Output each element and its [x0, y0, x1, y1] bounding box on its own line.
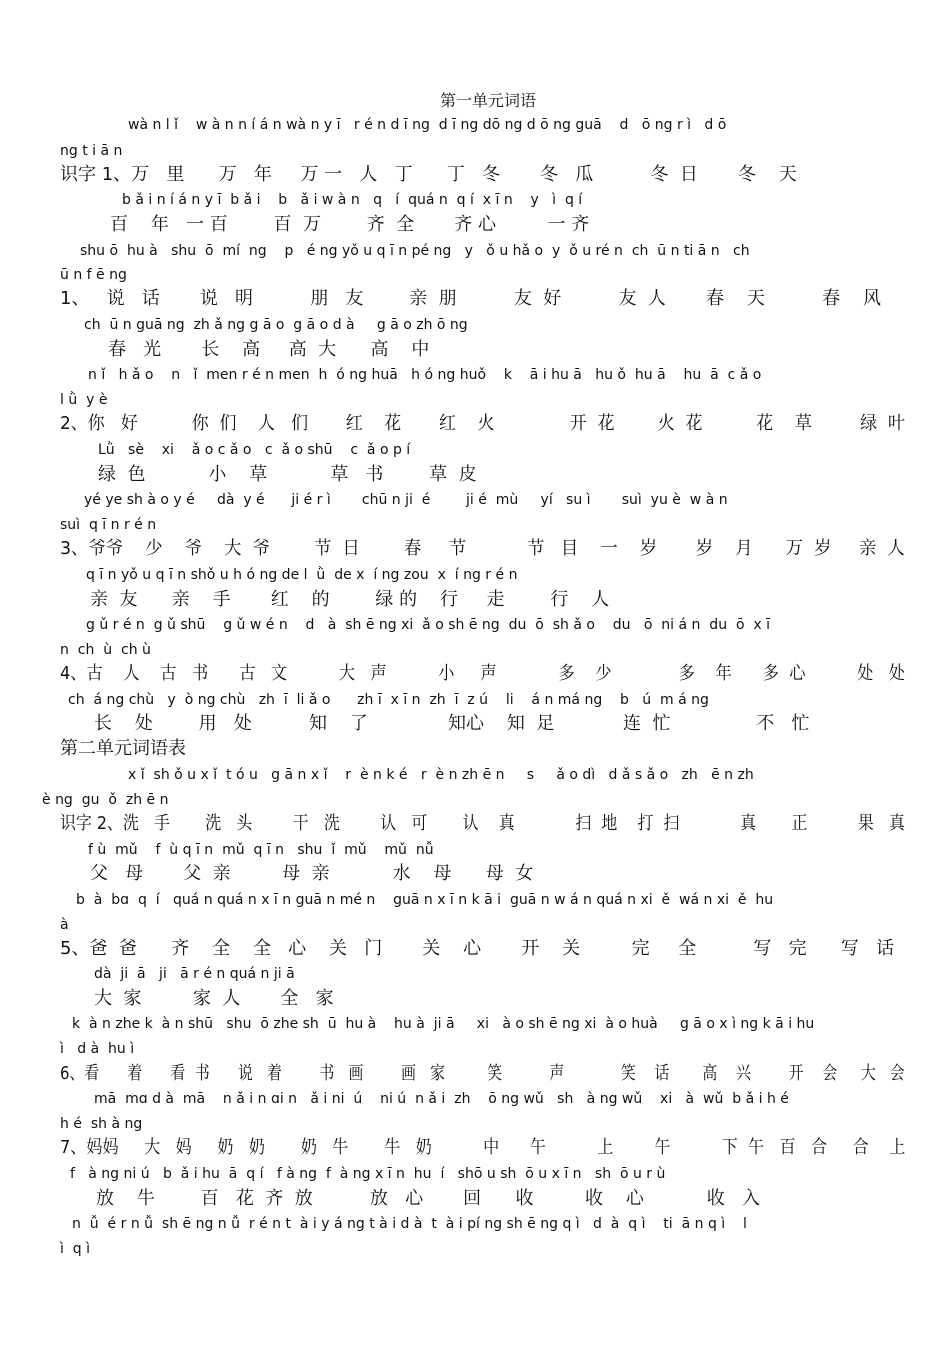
- pinyin-line: f à ng ni ú b ǎ i hu ā q í f à ng f à ng x ī n hu í shō u sh ō u x ī n sh ō u r ù: [70, 1166, 666, 1182]
- word-line: 7、妈妈 大 妈 奶 奶 奶 牛 牛 奶 中 午 上 午 下 午 百 合 合 上: [60, 1137, 906, 1158]
- pinyin-line: ch á ng chù y ò ng chù zh ī li ǎ o zh ī x ī n zh ī z ú li á n má ng b ú m á ng: [68, 692, 709, 708]
- word-line: 放 牛 百 花 齐 放 放 心 回 收 收 心 收 入: [96, 1188, 760, 1209]
- pinyin-line: n ch ù ch ù: [60, 642, 151, 658]
- pinyin-line: Lǜ sè xi ǎ o c ǎ o c ǎ o shū c ǎ o p í: [98, 442, 411, 458]
- word-line: 亲 友 亲 手 红 的 绿 的 行 走 行 人: [90, 589, 610, 610]
- pinyin-line: b à bɑ q í quá n quá n x ī n guā n mé n guā n x ī n k ā i guā n w á n quá n xi ě wá n xi ě hu: [76, 892, 774, 908]
- pinyin-line: g ǔ r é n g ǔ shū g ǔ w é n d à sh ē ng xi ǎ o sh ē ng du ō sh ǎ o du ō ni á n du ō x ī: [86, 617, 771, 633]
- pinyin-line: l ǜ y è: [60, 392, 108, 408]
- pinyin-line: x ǐ sh ǒ u x ǐ t ó u g ā n x ǐ r è n k é r è n zh ē n s ǎ o dì d ǎ s ǎ o zh ē n zh: [128, 767, 754, 783]
- pinyin-line: ng t i ā n: [60, 143, 123, 159]
- word-line: 识字 2、洗 手 洗 头 干 洗 认 可 认 真 扫 地 打 扫 真 正 果 真: [60, 813, 905, 834]
- section-heading: 第二单元词语表: [60, 738, 186, 759]
- pinyin-line: k à n zhe k à n shū shu ō zhe sh ū hu à hu à ji ā xi à o sh ē ng xi à o huà g ā o x ì ng k ā i hu: [72, 1016, 815, 1032]
- pinyin-line: ì d à hu ì: [60, 1041, 135, 1057]
- word-line: 春 光 长 高 高 大 高 中: [108, 339, 430, 360]
- pinyin-line: suì q ī n r é n: [60, 517, 157, 533]
- pinyin-line: wà n l ǐ w à n n í á n wà n y ī r é n d ī ng d ī ng dō ng d ō ng guā d ō ng r ì d ō: [128, 117, 727, 133]
- word-line: 6、看 着 看 书 说 着 书 画 画 家 笑 声 笑 话 高 兴 开 会 大 会: [60, 1063, 905, 1084]
- word-line: 4、古 人 古 书 古 文 大 声 小 声 多 少 多 年 多 心 处 处: [60, 663, 906, 684]
- pinyin-line: yé ye sh à o y é dà y é ji é r ì chū n ji é ji é mù yí su ì suì yu è w à n: [84, 492, 728, 508]
- word-line: 2、你 好 你 们 人 们 红 花 红 火 开 花 火 花 花 草 绿 叶: [60, 413, 905, 434]
- pinyin-line: ū n f ē ng: [60, 267, 127, 283]
- word-line: 长 处 用 处 知 了 知心 知 足 连 忙 不 忙: [94, 713, 810, 734]
- pinyin-line: f ù mǔ f ù q ī n mǔ q ī n shu ǐ mǔ mǔ nǚ: [88, 842, 434, 858]
- pinyin-line: shu ō hu à shu ō mí ng p é ng yǒ u q ī n pé ng y ǒ u hǎ o y ǒ u ré n ch ū n ti ā n ch: [80, 243, 750, 259]
- page-title: 第一单元词语: [440, 91, 537, 110]
- word-line: 识字 1、万 里 万 年 万 一 人 丁 丁 冬 冬 瓜 冬 日 冬 天: [60, 164, 797, 185]
- word-line: 大 家 家 人 全 家: [94, 988, 334, 1009]
- pinyin-line: à: [60, 917, 69, 933]
- pinyin-line: n ǐ h ǎ o n ǐ men r é n men h ó ng huā h ó ng huǒ k ā i hu ā hu ǒ hu ā hu ā c ǎ o: [88, 367, 762, 383]
- pinyin-line: q ī n yǒ u q ī n shǒ u h ó ng de l ǜ de x í ng zou x í ng r é n: [86, 567, 518, 583]
- pinyin-line: ì q ì: [60, 1241, 91, 1257]
- word-line: 3、爷爷 少 爷 大 爷 节 日 春 节 节 目 一 岁 岁 月 万 岁 亲 人: [60, 538, 905, 559]
- pinyin-line: mā mɑ d à mā n ǎ i n ɑi n ǎ i ni ú ni ú n ǎ i zh ō ng wǔ sh à ng wǔ xi à wǔ b ǎ i h é: [94, 1091, 789, 1107]
- pinyin-line: è ng gu ǒ zh ē n: [42, 792, 169, 808]
- word-line: 百 年 一 百 百 万 齐 全 齐 心 一 齐: [110, 214, 590, 235]
- pinyin-line: h é sh à ng: [60, 1116, 143, 1132]
- word-line: 5、爸 爸 齐 全 全 心 关 门 关 心 开 关 完 全 写 完 写 话: [60, 938, 895, 959]
- word-line: 父 母 父 亲 母 亲 水 母 母 女: [90, 863, 534, 884]
- pinyin-line: dà ji ā ji ā r é n quá n ji ā: [94, 966, 295, 982]
- word-line: 1、 说 话 说 明 朋 友 亲 朋 友 好 友 人 春 天 春 风: [60, 288, 881, 309]
- pinyin-line: n ǚ é r n ǚ sh ē ng n ǚ r é n t à i y á ng t à i d à t à i pí ng sh ē ng q ì d à q ì ti ā n q ì l: [72, 1216, 747, 1232]
- pinyin-line: b ǎ i n í á n y ī b ǎ i b ǎ i w à n q í quá n q í x ī n y ì q í: [122, 192, 583, 208]
- pinyin-line: ch ū n guā ng zh ǎ ng g ā o g ā o d à g ā o zh ō ng: [84, 317, 468, 333]
- word-line: 绿 色 小 草 草 书 草 皮: [98, 464, 477, 485]
